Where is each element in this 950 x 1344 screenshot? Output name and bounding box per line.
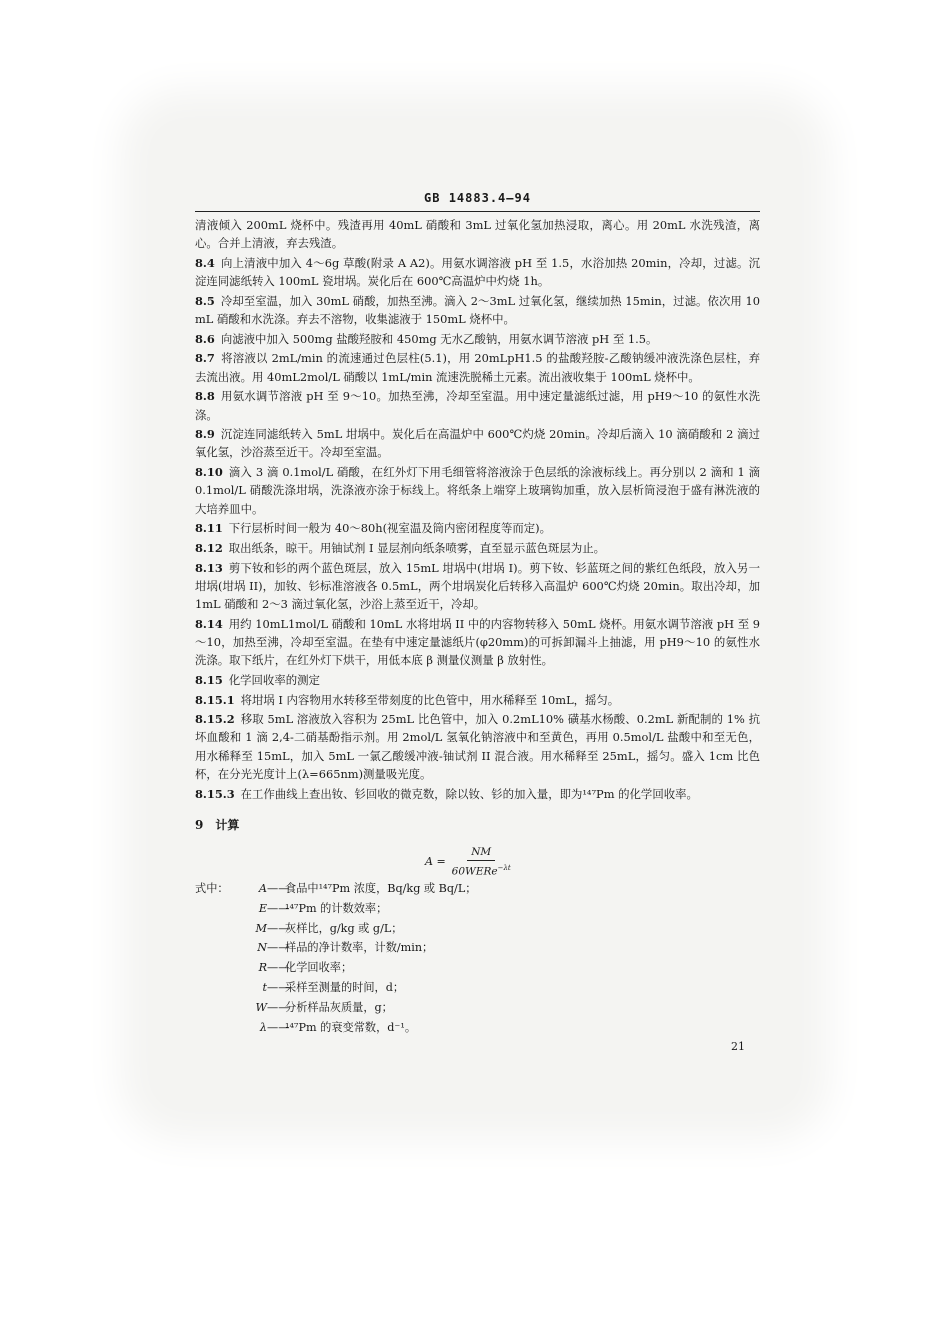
section-title-calculation: 9 计算 <box>195 818 240 832</box>
formula <box>425 846 511 879</box>
paragraph: 8.5 冷却至室温，加入 30mL 硝酸，加热至沸。滴入 2～3mL 过氧化氢，继续加热 15min，过滤。依次用 10mL 硝酸和水洗涤。弃去不溶物，收集滤液于 150mL 烧杯中。 <box>195 293 760 327</box>
paragraph: 清液倾入 200mL 烧杯中。残渣再用 40mL 硝酸和 3mL 过氧化氢加热浸取，离心。用 20mL 水洗残渣，离心。合并上清液，弃去残渣。 <box>195 218 760 251</box>
variable-row: R —— 化学回收率； <box>258 961 353 975</box>
paragraph: 8.11 下行层析时间一般为 40～80h(视室温及筒内密闭程度等而定)。 <box>195 521 551 536</box>
paragraph: 8.10 滴入 3 滴 0.1mol/L 硝酸，在红外灯下用毛细管将溶液涂于色层纸的涂液标线上。再分别以 2 滴和 1 滴 0.1mol/L 硝酸洗涤坩埚，洗涤液亦涂于标线上。将纸条上端穿上玻璃钩加重，放入层析筒浸泡于盛有淋洗液的大培养皿中。 <box>195 465 760 516</box>
paragraph: 8.14 用约 10mL1mol/L 硝酸和 10mL 水将坩埚 II 中的内容物转移入 50mL 烧杯。用氨水调节溶液 pH 至 9～10，加热至沸，冷却至室温。在垫有中速定量滤纸片(φ20mm)的可拆卸漏斗上抽滤，用 pH9～10 的氨性水洗涤。取下纸片，在红外灯下烘干，用低本底 β 测量仪测量 β 放射性。 <box>195 616 760 668</box>
paragraph: 8.12 取出纸条，晾干。用铀试剂 I 显层剂向纸条喷雾，直至显示蓝色斑层为止。 <box>195 540 605 555</box>
paragraph: 8.7 将溶液以 2mL/min 的流速通过色层柱(5.1)，用 20mLpH1.5 的盐酸羟胺-乙酸钠缓冲液洗涤色层柱，弃去流出液。用 40mL2mol/L 硝酸以 1mL/min 流速洗脱稀土元素。流出液收集于 100mL 烧杯中。 <box>195 351 760 384</box>
formula-denominator: 60WERe$^{-\lambda t}$ <box>451 864 511 878</box>
header-rule <box>195 211 760 212</box>
page-number: 21 <box>731 1040 745 1053</box>
paragraph: 8.9 沉淀连同滤纸转入 5mL 坩埚中。炭化后在高温炉中 600℃灼烧 20min。冷却后滴入 10 滴硝酸和 2 滴过氧化氢，沙浴蒸至近干。冷却至室温。 <box>195 427 760 460</box>
variable-row: λ —— ¹⁴⁷Pm 的衰变常数，d⁻¹。 <box>259 1020 417 1034</box>
formula-numerator: NM <box>467 846 495 861</box>
variable-row: E —— ¹⁴⁷Pm 的计数效率； <box>258 901 388 915</box>
paragraph: 8.15.3 在工作曲线上查出钕、钐回收的微克数，除以钕、钐的加入量，即为¹⁴⁷Pm 的化学回收率。 <box>195 786 698 801</box>
variable-row: W —— 分析样品灰质量，g； <box>255 1000 393 1014</box>
variable-row: N —— 样品的净计数率，计数/min； <box>257 941 434 955</box>
formula-lhs: A = <box>425 855 446 869</box>
procedure-body <box>195 216 760 804</box>
paragraph: 8.15.1 将坩埚 I 内容物用水转移至带刻度的比色管中，用水稀释至 10mL，摇匀。 <box>195 692 620 707</box>
formula-exponent: −λt <box>497 864 511 872</box>
variable-row: M —— 灰样比，g/kg 或 g/L； <box>255 921 403 935</box>
document-page <box>195 0 760 1344</box>
formula-fraction <box>452 846 511 879</box>
standard-code-header: GB 14883.4—94 <box>424 191 531 205</box>
variable-row: t —— 采样至测量的时间，d； <box>262 980 405 994</box>
variable-row: 式中： A —— 食品中¹⁴⁷Pm 浓度，Bq/kg 或 Bq/L； <box>195 882 477 895</box>
paragraph: 8.15 化学回收率的测定 <box>195 672 320 687</box>
paragraph: 8.13 剪下钕和钐的两个蓝色斑层，放入 15mL 坩埚中(坩埚 I)。剪下钕、钐蓝斑之间的紫红色纸段，放入另一坩埚(坩埚 II)，加钕、钐标准溶液各 0.5mL，两个坩埚炭化后转移入高温炉 600℃灼烧 20min。取出冷却，加 1mL 硝酸和 2～3 滴过氧化氢，沙浴上蒸至近干，冷却。 <box>195 560 760 612</box>
paragraph: 8.6 向滤液中加入 500mg 盐酸羟胺和 450mg 无水乙酸钠，用氨水调节溶液 pH 至 1.5。 <box>195 331 658 346</box>
paragraph: 8.8 用氨水调节溶液 pH 至 9～10。加热至沸，冷却至室温。用中速定量滤纸过滤，用 pH9～10 的氨性水洗涤。 <box>195 389 760 422</box>
paragraph: 8.15.2 移取 5mL 溶液放入容积为 25mL 比色管中，加入 0.2mL10% 磺基水杨酸、0.2mL 新配制的 1% 抗坏血酸和 1 滴 2,4-二硝基酚指示剂。用 2mol/L 氢氧化钠溶液中和至黄色，再用 0.5mol/L 盐酸中和至无色，用水稀释至 15mL，加入 5mL 一氯乙酸缓冲液-铀试剂 II 混合液。用水稀释至 25mL，摇匀。盛入 1cm 比色杯，在分光光度计上(λ=665nm)测量吸光度。 <box>195 712 760 781</box>
paragraph: 8.4 向上清液中加入 4～6g 草酸(附录 A A2)。用氨水调溶液 pH 至 1.5，水浴加热 20min，冷却，过滤。沉淀连同滤纸转入 100mL 瓷坩埚。炭化后在 600℃高温炉中灼烧 1h。 <box>195 255 760 289</box>
variable-definitions <box>195 879 760 1037</box>
